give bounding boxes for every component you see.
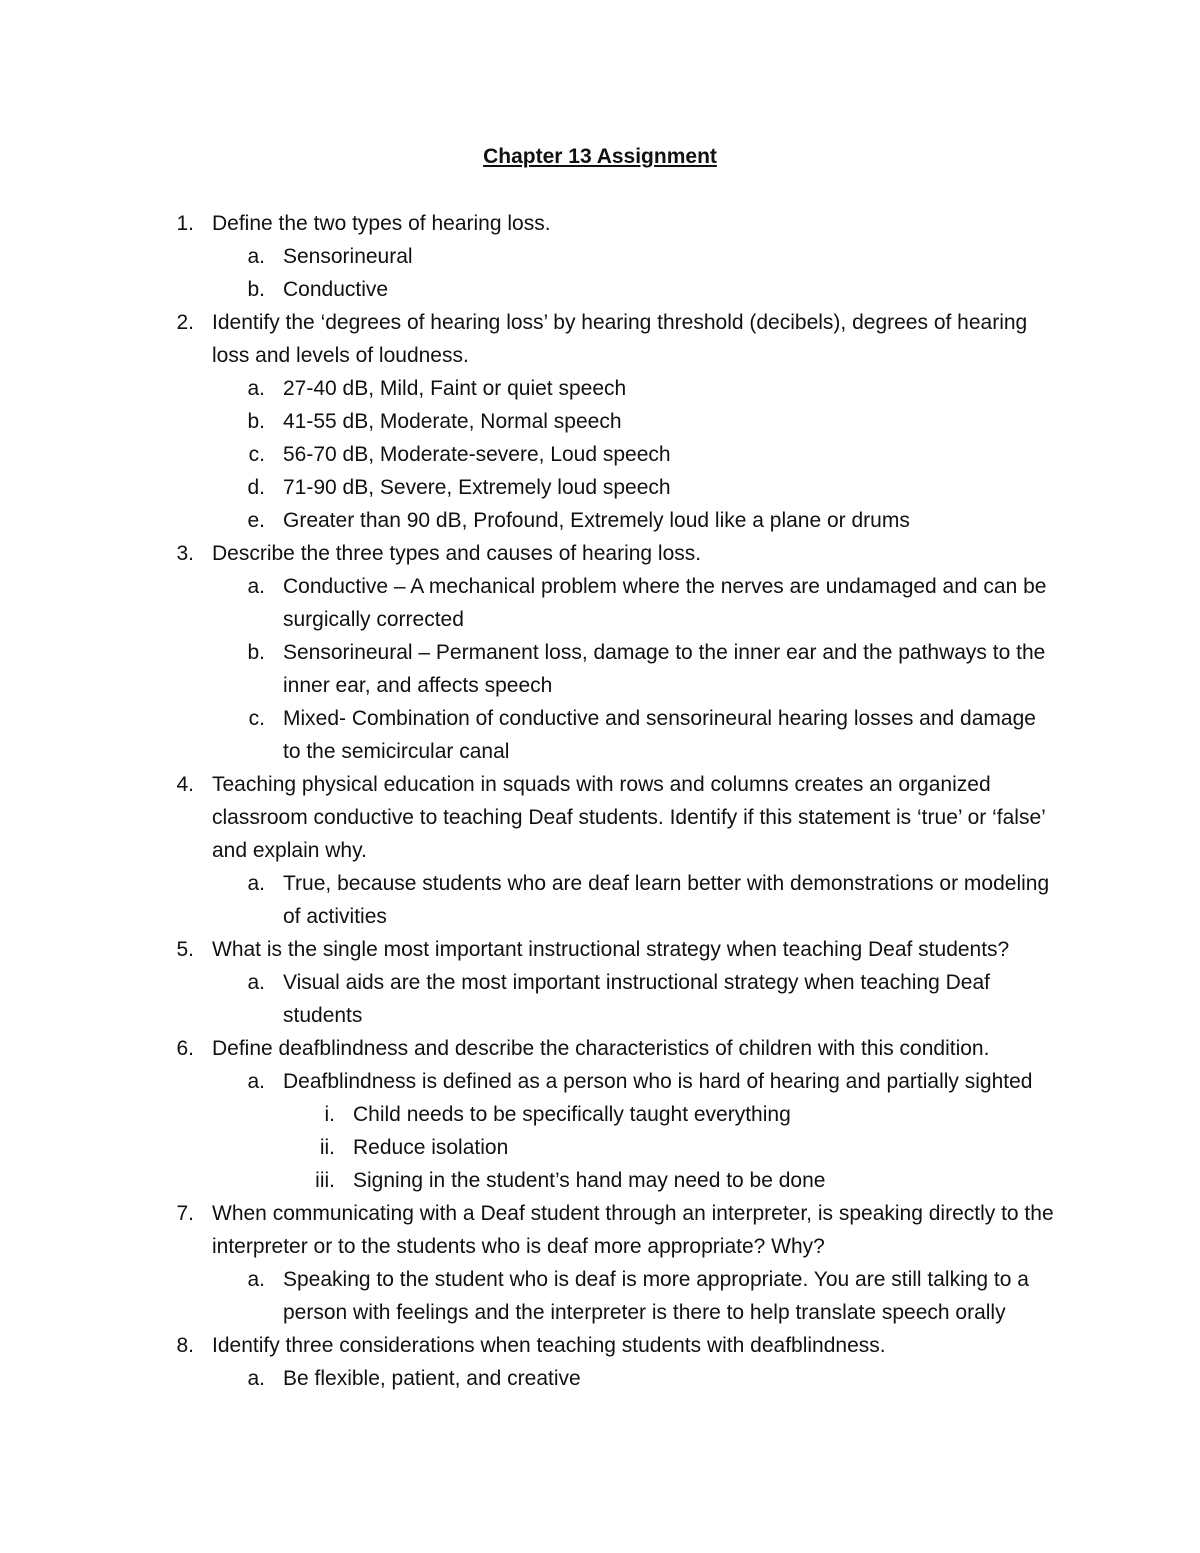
item-text: Child needs to be specifically taught everything [353,1103,791,1126]
item-number: 8. [176,1334,194,1357]
item-number: ii. [319,1136,335,1159]
item-number: a. [247,245,265,268]
item-text: Teaching physical education in squads with rows and columns creates an organized classroom conductive to teaching Deaf students. Identify if this statement is ‘true’ or ‘false’ and explain why. [212,773,1046,862]
item-text: Describe the three types and causes of hearing loss. [212,542,702,565]
item-number: 6. [176,1037,194,1060]
item-number: 2. [176,311,194,334]
item-text: Speaking to the student who is deaf is more appropriate. You are still talking to a person with feelings and the interpreter is there to help translate speech orally [283,1268,1029,1324]
item-number: iii. [315,1169,335,1192]
answer-item [0,1263,1200,1329]
page-title: Chapter 13 Assignment [483,145,717,168]
item-text: Greater than 90 dB, Profound, Extremely loud like a plane or drums [283,509,910,532]
item-number: a. [247,575,265,598]
item-text: Signing in the student’s hand may need to be done [353,1169,826,1192]
sub-answer-item [0,1131,1200,1164]
item-number: 3. [176,542,194,565]
answer-item [0,702,1200,768]
item-number: b. [247,278,265,301]
item-number: 4. [176,773,194,796]
answer-item [0,240,1200,273]
answer-item [0,471,1200,504]
answer-item [0,1065,1200,1098]
question-item [0,933,1200,966]
answer-item [0,867,1200,933]
item-text: Be flexible, patient, and creative [283,1367,581,1390]
sub-answer-item [0,1164,1200,1197]
answer-item [0,570,1200,636]
item-text: 27-40 dB, Mild, Faint or quiet speech [283,377,627,400]
sub-answer-item [0,1098,1200,1131]
item-number: a. [247,971,265,994]
item-text: 56-70 dB, Moderate-severe, Loud speech [283,443,671,466]
item-text: Mixed- Combination of conductive and sensorineural hearing losses and damage to the semicircular canal [283,707,1036,763]
item-text: 71-90 dB, Severe, Extremely loud speech [283,476,671,499]
question-item [0,1197,1200,1263]
item-text: True, because students who are deaf learn better with demonstrations or modeling of activities [283,872,1050,928]
item-number: c. [248,707,265,730]
item-number: b. [247,641,265,664]
item-text: Sensorineural [283,245,413,268]
answer-item [0,438,1200,471]
answer-item [0,273,1200,306]
item-number: a. [247,1268,265,1291]
question-item [0,207,1200,240]
answer-item [0,504,1200,537]
item-number: 7. [176,1202,194,1225]
item-text: Deafblindness is defined as a person who is hard of hearing and partially sighted [283,1070,1033,1093]
item-number: i. [324,1103,335,1126]
answer-item [0,966,1200,1032]
item-text: Sensorineural – Permanent loss, damage to the inner ear and the pathways to the inner ear, and affects speech [283,641,1046,697]
question-item [0,537,1200,570]
question-item [0,768,1200,867]
item-text: Identify three considerations when teaching students with deafblindness. [212,1334,886,1357]
item-number: 1. [176,212,194,235]
item-text: What is the single most important instructional strategy when teaching Deaf students? [212,938,1010,961]
item-number: b. [247,410,265,433]
item-text: Visual aids are the most important instructional strategy when teaching Deaf students [283,971,990,1027]
item-number: c. [248,443,265,466]
item-text: When communicating with a Deaf student through an interpreter, is speaking directly to the interpreter or to the students who is deaf more appropriate? Why? [212,1202,1054,1258]
item-number: a. [247,1070,265,1093]
item-number: e. [247,509,265,532]
question-item [0,306,1200,372]
item-number: a. [247,377,265,400]
item-text: Define deafblindness and describe the characteristics of children with this condition. [212,1037,990,1060]
item-number: a. [247,872,265,895]
item-text: Define the two types of hearing loss. [212,212,551,235]
item-text: Conductive – A mechanical problem where the nerves are undamaged and can be surgically corrected [283,575,1047,631]
answer-item [0,1362,1200,1395]
item-number: a. [247,1367,265,1390]
item-text: 41-55 dB, Moderate, Normal speech [283,410,622,433]
assignment-list [0,207,1200,1395]
answer-item [0,405,1200,438]
item-text: Identify the ‘degrees of hearing loss’ by hearing threshold (decibels), degrees of hearing loss and levels of loudness. [212,311,1028,367]
question-item [0,1329,1200,1362]
item-number: d. [247,476,265,499]
item-number: 5. [176,938,194,961]
question-item [0,1032,1200,1065]
item-text: Conductive [283,278,389,301]
answer-item [0,636,1200,702]
answer-item [0,372,1200,405]
item-text: Reduce isolation [353,1136,509,1159]
